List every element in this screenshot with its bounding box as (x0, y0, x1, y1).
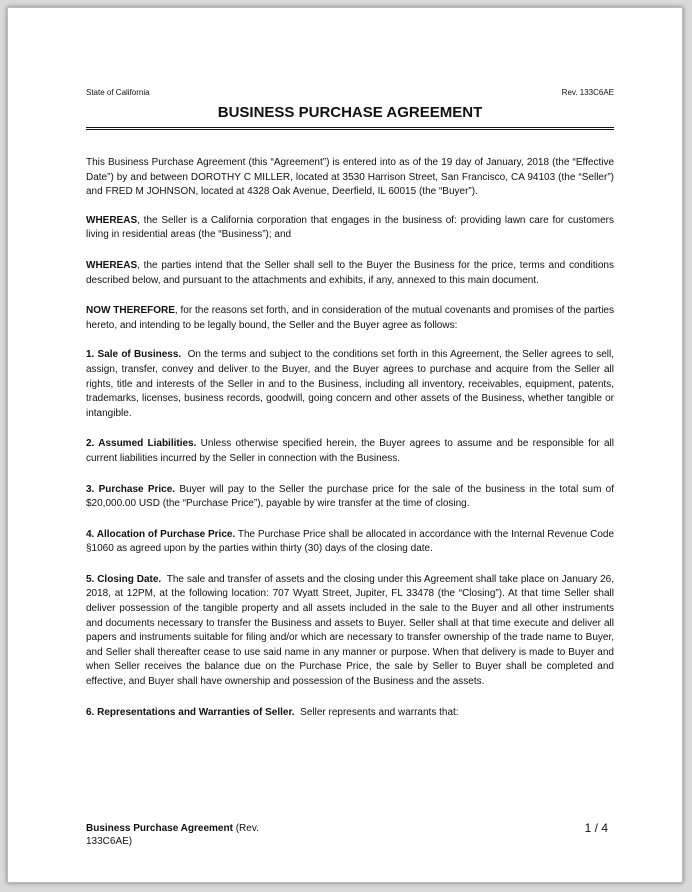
section-sale-of-business (86, 348, 614, 421)
intro-paragraph: This Business Purchase Agreement (this “Agreement”) is entered into as of the 19 day of January, 2018 (the “Effective Date”) by and between DOROTHY C MILLER, located at 3530 Harrison Street, San Francisco, CA 94103 (the “Seller”) and FRED M JOHNSON, located at 4328 Oak Avenue, Deerfield, IL 60015 (the “Buyer”). (86, 157, 614, 198)
section-text: Seller represents and warrants that: (300, 706, 459, 718)
footer-document-name (86, 822, 306, 848)
section-allocation-of-purchase-price (86, 528, 614, 557)
section-heading: 5. Closing Date. (86, 573, 162, 585)
footer-title: Business Purchase Agreement (86, 823, 233, 834)
section-purchase-price (86, 483, 614, 512)
whereas-paragraph-1 (86, 214, 614, 243)
section-assumed-liabilities (86, 437, 614, 466)
now-therefore-lead: NOW THEREFORE (86, 305, 175, 317)
state-label: State of California (86, 88, 150, 97)
page-number: 1 / 4 (584, 821, 608, 835)
section-heading: 6. Representations and Warranties of Seller. (86, 706, 295, 718)
section-heading: 1. Sale of Business. (86, 349, 182, 361)
section-text: Unless otherwise specified herein, the Buyer agrees to assume and be responsible for all current liabilities incurred by the Seller in connection with the Business. (86, 438, 614, 464)
section-heading: 3. Purchase Price. (86, 483, 176, 495)
whereas-paragraph-2 (86, 259, 614, 288)
document-page (7, 7, 683, 883)
section-text: The Purchase Price shall be allocated in accordance with the Internal Revenue Code §1060 as agreed upon by the parties within thirty (30) days of the closing date. (86, 528, 615, 555)
revision-label: Rev. 133C6AE (561, 88, 614, 97)
now-therefore-paragraph (86, 304, 614, 333)
section-text: On the terms and subject to the conditions set forth in this Agreement, the Seller agrees to sell, assign, transfer, convey and deliver to the Buyer, and the Buyer agrees to purchase and acquire from the Seller all rights, title and interests of the Seller in and to the Business, including all inventory, receivables, equipment, patents, trademarks, licenses, business records, goodwill, going concern and other assets of the Business, whether tangible or intangible. (86, 349, 615, 419)
page-header (86, 88, 614, 98)
section-text: The sale and transfer of assets and the closing under this Agreement shall take place on January 26, 2018, at 12PM, at the following location: 707 Wyatt Street, Jupiter, FL 33478 (the “Closing”). At that time Seller shall deliver possession of the tangible property and all assets included in the sale to the Buyer and all other instruments and documents necessary to transfer the Business and assets to Buyer. Seller shall at that time execute and deliver all papers and instruments suitable for filing and/or which are necessary to transfer ownership of the trade name to Buyer, and Seller shall thereafter cease to use said name in any manner or purpose. When that delivery is made to Buyer and when Seller receives the balance due on the Purchase Price, the sale by Seller to Buyer shall be completed and effective, and Buyer shall have ownership and possession of the Business and the assets. (86, 573, 614, 688)
section-heading: 4. Allocation of Purchase Price. (86, 528, 236, 540)
section-text: Buyer will pay to the Seller the purchase price for the sale of the business in the total sum of $20,000.00 USD (the “Purchase Price”), payable by wire transfer at the time of closing. (86, 483, 614, 510)
section-closing-date (86, 573, 614, 690)
whereas-lead: WHEREAS (86, 259, 138, 271)
page-footer (86, 822, 614, 848)
document-body (86, 88, 614, 720)
section-representations-and-warranties (86, 706, 614, 721)
footer-revision: (Rev. 133C6AE) (86, 823, 259, 847)
now-therefore-text: , for the reasons set forth, and in consideration of the mutual covenants and promises of the parties hereto, and intending to be legally bound, the Seller and the Buyer agree as follows: (86, 305, 614, 331)
whereas-text: , the parties intend that the Seller shall sell to the Buyer the Business for the price, terms and conditions described below, and pursuant to the attachments and exhibits, if any, annexed to this main document. (86, 259, 614, 286)
whereas-lead: WHEREAS (86, 214, 138, 226)
whereas-text: , the Seller is a California corporation that engages in the business of: providing lawn care for customers living in residential areas (the “Business”); and (86, 214, 614, 241)
section-heading: 2. Assumed Liabilities. (86, 438, 197, 450)
document-title: BUSINESS PURCHASE AGREEMENT (86, 104, 614, 130)
